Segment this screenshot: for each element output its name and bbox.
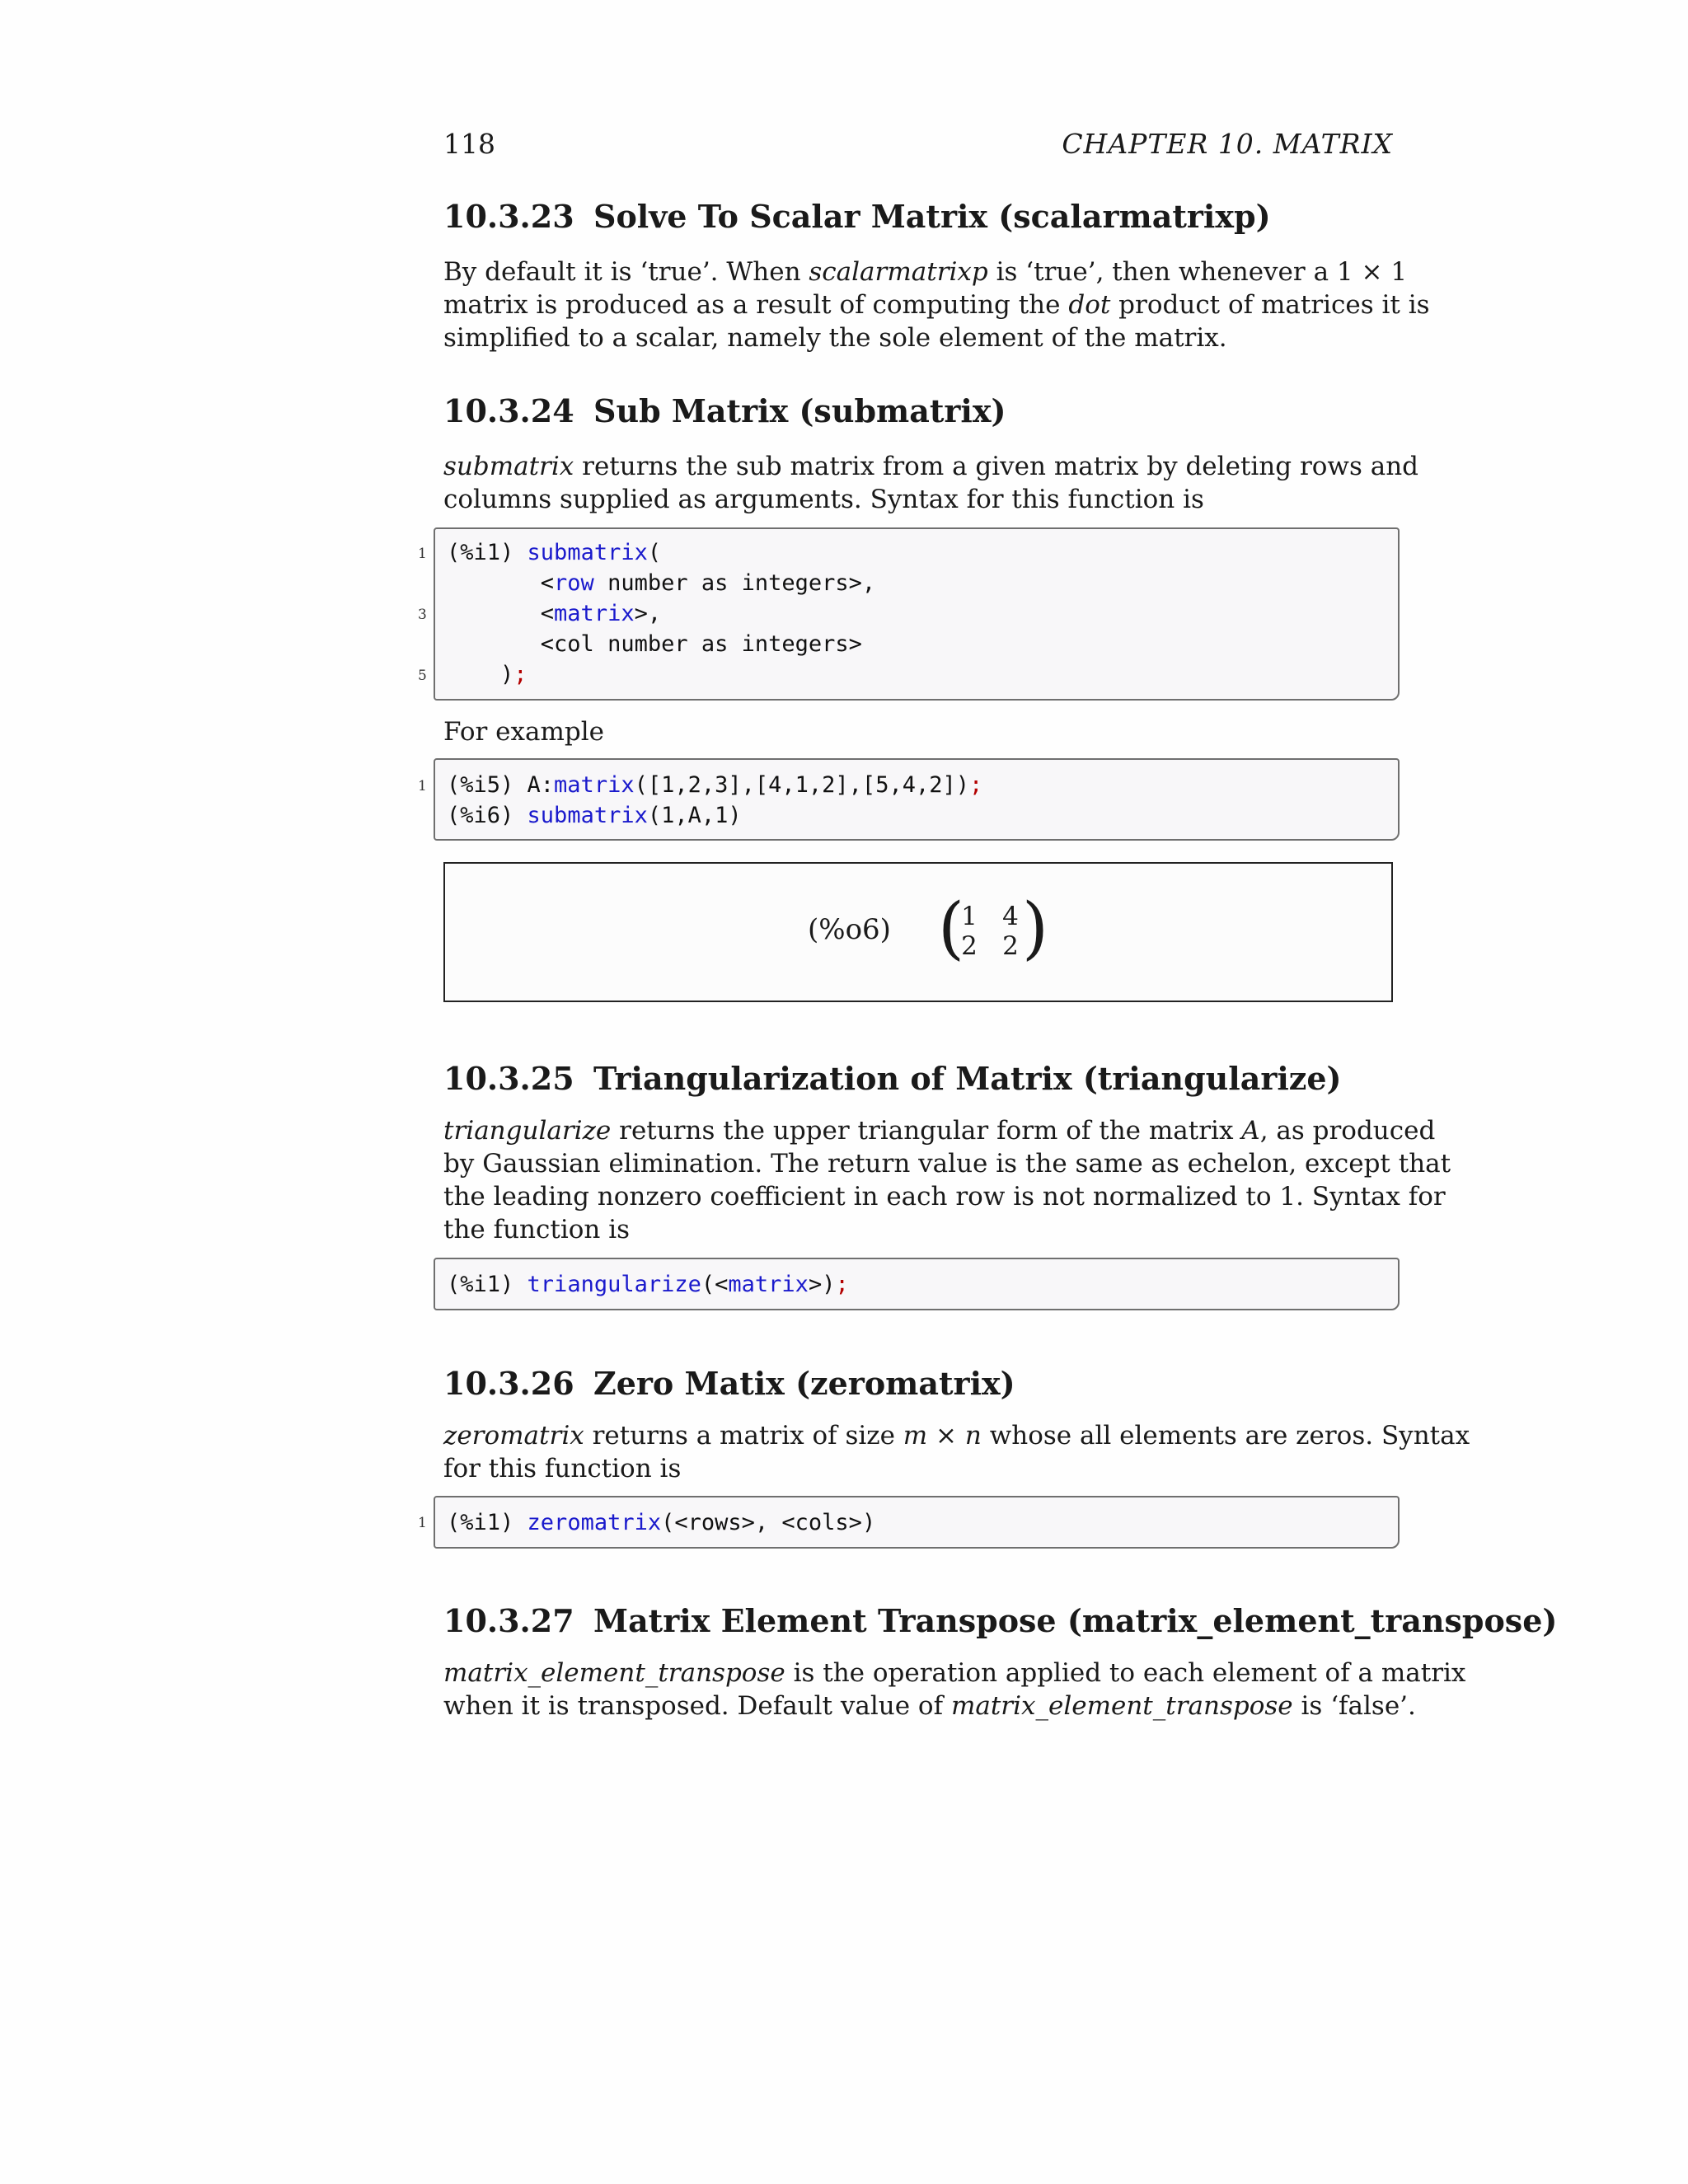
scalarmatrixp-paragraph: By default it is ‘true’. When scalarmatrixp is ‘true’, then whenever a 1 × 1 matrix is produced as a result of computing the dot product of matrices it is simplified to a scalar, namely the sole element of the matrix. [443, 257, 1430, 353]
output-matrix [938, 889, 1048, 968]
line-number: 5 [418, 668, 427, 684]
for-example-text: For example [443, 717, 604, 747]
matrix-element-transpose-paragraph: matrix_element_transpose is the operation applied to each element of a matrix when it is transposed. Default value of matrix_element_transpose is ‘false’. [443, 1658, 1466, 1721]
submatrix-syntax-code: (%i1) submatrix( <row number as integers>, <matrix>, <col number as integers> ); [434, 527, 1400, 701]
right-paren: ) [1022, 889, 1048, 968]
section-heading-submatrix: 10.3.24 Sub Matrix (submatrix) [443, 392, 1006, 429]
output-box [443, 862, 1393, 1002]
matrix-cell: 2 [1002, 931, 1019, 961]
matrix-cell: 4 [1002, 902, 1019, 931]
section-heading-scalarmatrixp: 10.3.23 Solve To Scalar Matrix (scalarmatrixp) [443, 198, 1271, 235]
chapter-heading: CHAPTER 10. MATRIX [1062, 128, 1393, 160]
line-number: 1 [418, 546, 427, 562]
submatrix-paragraph: submatrix returns the sub matrix from a given matrix by deleting rows and columns supplied as arguments. Syntax for this function is [443, 452, 1419, 514]
zeromatrix-syntax-code: (%i1) zeromatrix(<rows>, <cols>) [434, 1496, 1400, 1549]
submatrix-example-code: (%i5) A:matrix([1,2,3],[4,1,2],[5,4,2]); (%i6) submatrix(1,A,1) [434, 758, 1400, 841]
section-heading-zeromatrix: 10.3.26 Zero Matix (zeromatrix) [443, 1365, 1015, 1402]
line-number: 1 [418, 778, 427, 794]
section-heading-triangularize: 10.3.25 Triangularization of Matrix (triangularize) [443, 1060, 1342, 1097]
left-paren: ( [938, 889, 964, 968]
output-label: (%o6) [808, 913, 891, 946]
line-number: 3 [418, 607, 427, 623]
matrix-cell: 2 [961, 931, 978, 961]
page-number: 118 [443, 128, 495, 160]
matrix-cell: 1 [961, 902, 978, 931]
triangularize-syntax-code: (%i1) triangularize(<matrix>); [434, 1258, 1400, 1310]
triangularize-paragraph: triangularize returns the upper triangular form of the matrix A, as produced by Gaussian elimination. The return value is the same as echelon, except that the leading nonzero coefficient in each row is not normalized to 1. Syntax for the function is [443, 1116, 1451, 1244]
line-number: 1 [418, 1515, 427, 1531]
section-heading-matrix-element-transpose: 10.3.27 Matrix Element Transpose (matrix_element_transpose) [443, 1602, 1558, 1639]
zeromatrix-paragraph: zeromatrix returns a matrix of size m × n whose all elements are zeros. Syntax for this function is [443, 1421, 1470, 1483]
